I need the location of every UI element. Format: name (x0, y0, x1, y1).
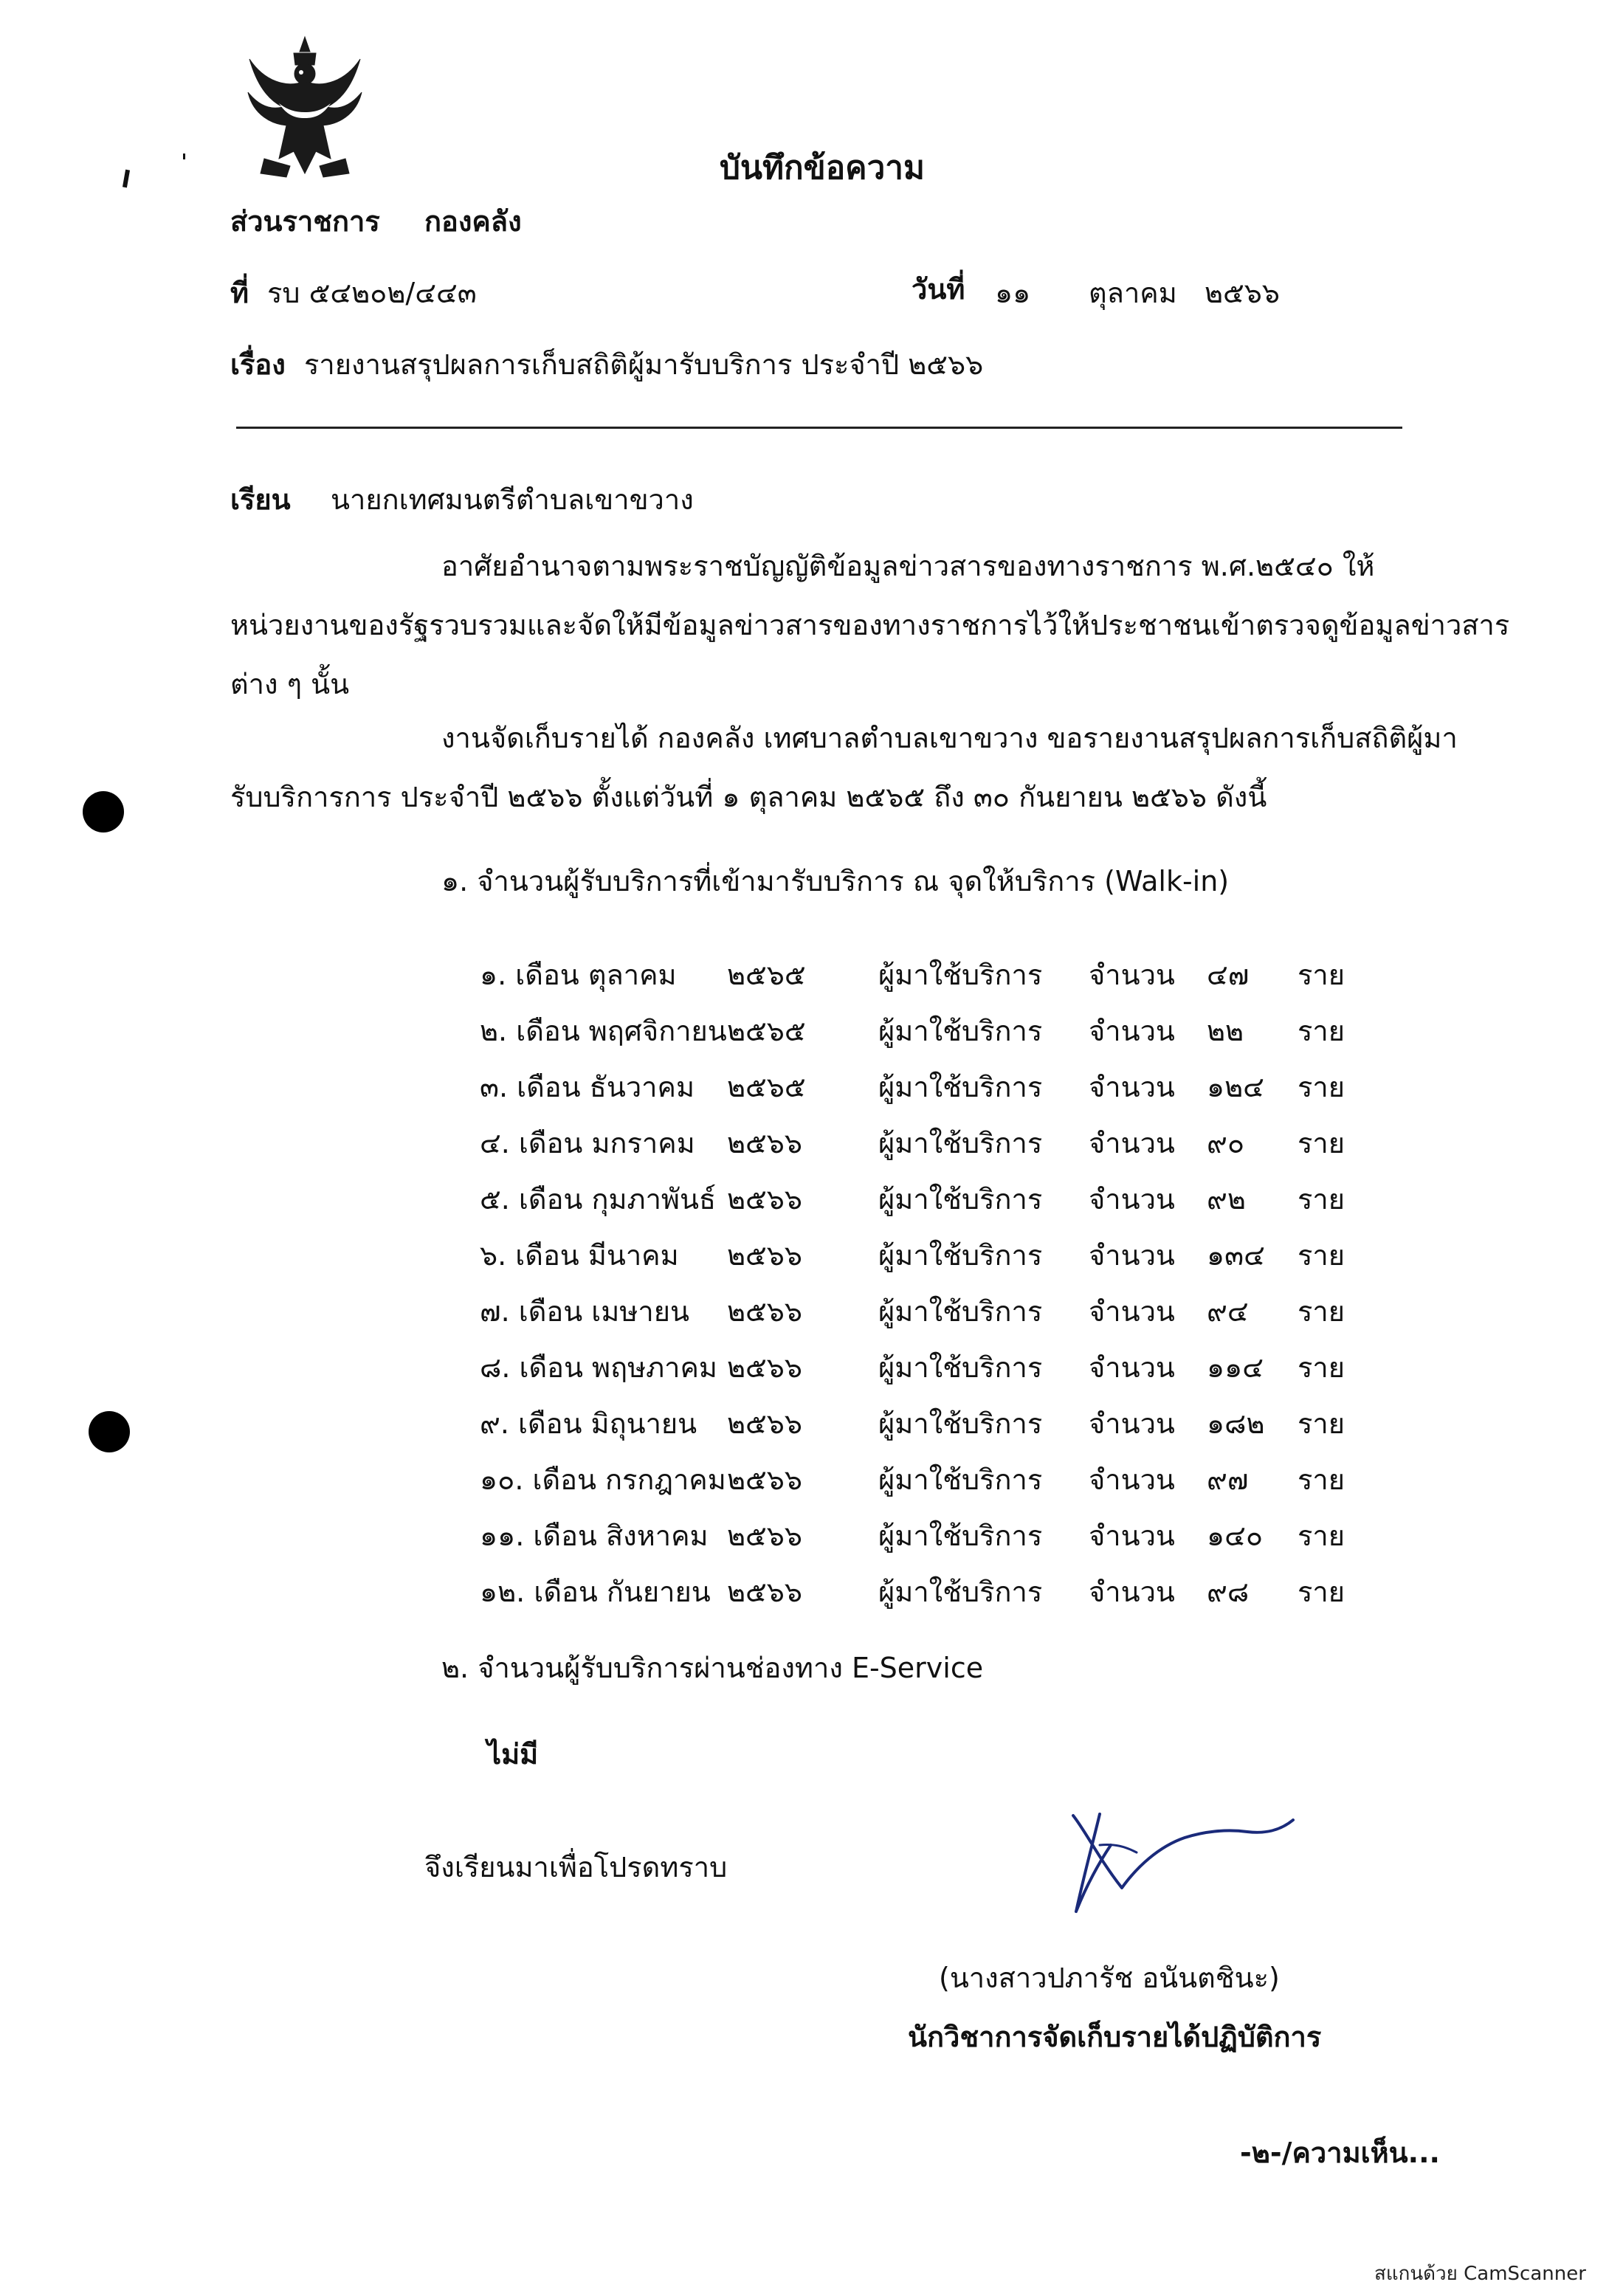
row-suffix: ราย (1298, 1015, 1345, 1047)
row-suffix: ราย (1298, 1351, 1345, 1384)
row-month: ๒. เดือน พฤศจิกายน (480, 1015, 727, 1047)
department-value: กองคลัง (424, 205, 522, 238)
row-month: ๑. เดือน ตุลาคม (480, 959, 677, 991)
garuda-emblem (235, 30, 375, 185)
row-unit: จำนวน (1089, 1520, 1175, 1552)
row-label: ผู้มาใช้บริการ (878, 959, 1043, 991)
page-continuation: -๒-/ความเห็น... (1240, 2137, 1440, 2169)
row-year: ๒๕๖๕ (727, 1071, 806, 1103)
table-row (480, 1569, 1365, 1608)
row-year: ๒๕๖๖ (727, 1239, 803, 1272)
scan-mark (183, 154, 185, 159)
row-year: ๒๕๖๖ (727, 1127, 803, 1159)
row-count: ๑๘๒ (1207, 1407, 1265, 1440)
row-month: ๔. เดือน มกราคม (480, 1127, 695, 1159)
row-month: ๑๑. เดือน สิงหาคม (480, 1520, 709, 1552)
row-label: ผู้มาใช้บริการ (878, 1351, 1043, 1384)
paragraph-1-line-3: ต่าง ๆ นั้น (230, 668, 350, 700)
row-label: ผู้มาใช้บริการ (878, 1295, 1043, 1328)
subject-value: รายงานสรุปผลการเก็บสถิติผู้มารับบริการ ประจำปี ๒๕๖๖ (304, 348, 984, 381)
to-value: นายกเทศมนตรีตำบลเขาขวาง (331, 483, 694, 516)
row-unit: จำนวน (1089, 1071, 1175, 1103)
row-month: ๑๒. เดือน กันยายน (480, 1576, 711, 1608)
row-year: ๒๕๖๖ (727, 1183, 803, 1216)
memo-title: บันทึกข้อความ (720, 149, 926, 187)
row-year: ๒๕๖๖ (727, 1464, 803, 1496)
row-count: ๙๒ (1207, 1183, 1246, 1216)
signatory-name: (นางสาวปภารัช อนันตชินะ) (939, 1962, 1280, 1994)
table-row (480, 1176, 1365, 1216)
row-suffix: ราย (1298, 1239, 1345, 1272)
row-count: ๑๓๔ (1207, 1239, 1265, 1272)
row-label: ผู้มาใช้บริการ (878, 1520, 1043, 1552)
punch-hole (89, 1411, 130, 1452)
row-count: ๙๐ (1207, 1127, 1245, 1159)
row-year: ๒๕๖๖ (727, 1576, 803, 1608)
handwritten-signature (1055, 1801, 1299, 1919)
table-row (480, 1120, 1365, 1159)
row-label: ผู้มาใช้บริการ (878, 1464, 1043, 1496)
ref-value: รบ ๕๔๒๐๒/๔๔๓ (267, 277, 477, 309)
table-row (480, 1457, 1365, 1496)
closing-text: จึงเรียนมาเพื่อโปรดทราบ (424, 1851, 728, 1883)
row-count: ๑๒๔ (1207, 1071, 1264, 1103)
table-row (480, 1064, 1365, 1103)
row-unit: จำนวน (1089, 1295, 1175, 1328)
section-1-heading: ๑. จำนวนผู้รับบริการที่เข้ามารับบริการ ณ จุดให้บริการ (Walk-in) (441, 865, 1230, 897)
row-label: ผู้มาใช้บริการ (878, 1015, 1043, 1047)
row-unit: จำนวน (1089, 1351, 1175, 1384)
table-row (480, 1513, 1365, 1552)
row-year: ๒๕๖๕ (727, 959, 806, 991)
row-suffix: ราย (1298, 1407, 1345, 1440)
row-month: ๙. เดือน มิถุนายน (480, 1407, 697, 1440)
row-count: ๔๗ (1207, 959, 1250, 991)
row-unit: จำนวน (1089, 1239, 1175, 1272)
table-row (480, 1345, 1365, 1384)
paragraph-1-line-1: อาศัยอำนาจตามพระราชบัญญัติข้อมูลข่าวสารของทางราชการ พ.ศ.๒๕๔๐ ให้ (441, 550, 1375, 582)
row-label: ผู้มาใช้บริการ (878, 1183, 1043, 1216)
row-suffix: ราย (1298, 1576, 1345, 1608)
ref-label: ที่ (230, 277, 249, 309)
to-label: เรียน (230, 483, 291, 516)
date-month: ตุลาคม (1089, 277, 1177, 309)
table-row (480, 1008, 1365, 1047)
date-year: ๒๕๖๖ (1205, 277, 1281, 309)
row-month: ๑๐. เดือน กรกฎาคม (480, 1464, 726, 1496)
row-unit: จำนวน (1089, 1015, 1175, 1047)
row-count: ๑๔๐ (1207, 1520, 1264, 1552)
scan-mark (123, 170, 130, 188)
row-count: ๒๒ (1207, 1015, 1244, 1047)
row-suffix: ราย (1298, 959, 1345, 991)
row-year: ๒๕๖๖ (727, 1520, 803, 1552)
row-suffix: ราย (1298, 1295, 1345, 1328)
row-count: ๙๘ (1207, 1576, 1250, 1608)
row-month: ๖. เดือน มีนาคม (480, 1239, 679, 1272)
row-unit: จำนวน (1089, 1576, 1175, 1608)
row-count: ๙๗ (1207, 1464, 1249, 1496)
row-label: ผู้มาใช้บริการ (878, 1239, 1043, 1272)
paragraph-2-line-1: งานจัดเก็บรายได้ กองคลัง เทศบาลตำบลเขาขวาง ขอรายงานสรุปผลการเก็บสถิติผู้มา (441, 722, 1458, 754)
row-month: ๓. เดือน ธันวาคม (480, 1071, 695, 1103)
row-suffix: ราย (1298, 1127, 1345, 1159)
row-year: ๒๕๖๖ (727, 1295, 803, 1328)
table-row (480, 952, 1365, 991)
row-label: ผู้มาใช้บริการ (878, 1407, 1043, 1440)
section-2-heading: ๒. จำนวนผู้รับบริการผ่านช่องทาง E-Service (441, 1652, 984, 1684)
paragraph-2-line-2: รับบริการการ ประจำปี ๒๕๖๖ ตั้งแต่วันที่ ๑ ตุลาคม ๒๕๖๕ ถึง ๓๐ กันยายน ๒๕๖๖ ดังนี้ (230, 781, 1267, 813)
paragraph-1-line-2: หน่วยงานของรัฐรวบรวมและจัดให้มีข้อมูลข่าวสารของทางราชการไว้ให้ประชาชนเข้าตรวจดูข้อมูลข่าวสาร (230, 609, 1510, 641)
row-label: ผู้มาใช้บริการ (878, 1576, 1043, 1608)
row-unit: จำนวน (1089, 1464, 1175, 1496)
row-suffix: ราย (1298, 1071, 1345, 1103)
row-unit: จำนวน (1089, 1127, 1175, 1159)
row-label: ผู้มาใช้บริการ (878, 1127, 1043, 1159)
row-unit: จำนวน (1089, 1407, 1175, 1440)
signatory-position: นักวิชาการจัดเก็บรายได้ปฏิบัติการ (908, 2021, 1322, 2053)
table-row (480, 1233, 1365, 1272)
subject-label: เรื่อง (230, 348, 286, 381)
row-count: ๙๔ (1207, 1295, 1249, 1328)
header-divider (236, 427, 1402, 429)
table-row (480, 1289, 1365, 1328)
row-label: ผู้มาใช้บริการ (878, 1071, 1043, 1103)
scanner-watermark: สแกนด้วย CamScanner (1374, 2263, 1586, 2285)
row-year: ๒๕๖๖ (727, 1351, 803, 1384)
department-label: ส่วนราชการ (230, 205, 380, 238)
row-month: ๘. เดือน พฤษภาคม (480, 1351, 717, 1384)
table-row (480, 1401, 1365, 1440)
row-year: ๒๕๖๕ (727, 1015, 806, 1047)
row-suffix: ราย (1298, 1464, 1345, 1496)
punch-hole (83, 791, 124, 832)
section-2-value: ไม่มี (487, 1738, 539, 1771)
row-unit: จำนวน (1089, 1183, 1175, 1216)
date-day: ๑๑ (995, 277, 1031, 309)
row-unit: จำนวน (1089, 959, 1175, 991)
row-count: ๑๑๔ (1207, 1351, 1264, 1384)
row-suffix: ราย (1298, 1183, 1345, 1216)
row-month: ๗. เดือน เมษายน (480, 1295, 689, 1328)
date-label: วันที่ (912, 273, 965, 306)
row-month: ๕. เดือน กุมภาพันธ์ (480, 1183, 717, 1216)
row-suffix: ราย (1298, 1520, 1345, 1552)
row-year: ๒๕๖๖ (727, 1407, 803, 1440)
